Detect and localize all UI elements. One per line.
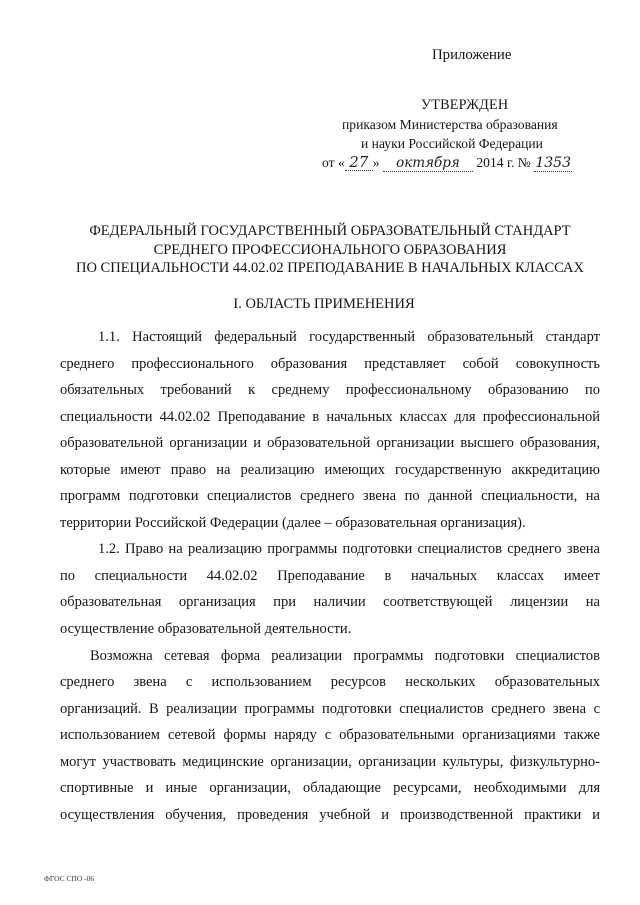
date-quote-close: » — [372, 155, 380, 170]
paragraph-line: программ подготовки специалистов среднего звена по данной специальности, на — [60, 488, 600, 505]
paragraph-line: 1.2. Право на реализацию программы подготовки специалистов среднего звена — [98, 541, 600, 558]
paragraph-1-2 — [60, 536, 600, 642]
title-line: ПО СПЕЦИАЛЬНОСТИ 44.02.02 ПРЕПОДАВАНИЕ В НАЧАЛЬНЫХ КЛАССАХ — [75, 260, 585, 276]
document-title — [60, 222, 600, 278]
paragraph-line: среднего профессионального образования представляет собой совокупность — [60, 355, 600, 372]
handwritten-order-number: 1353 — [535, 155, 571, 171]
approval-date-line — [322, 153, 572, 173]
paragraph-line: осуществления обучения, проведения учебной и производственной практики и — [60, 806, 600, 823]
paragraph-network-form — [60, 643, 600, 829]
handwritten-day: 27 — [345, 154, 373, 171]
paragraph-line: образовательная организация при наличии соответствующей лицензии на — [60, 594, 600, 611]
paragraph-line: осуществление образовательной деятельности. — [60, 621, 352, 638]
approval-heading: УТВЕРЖДЕН — [421, 97, 509, 113]
date-prefix: от « — [322, 155, 345, 170]
paragraph-1-1 — [60, 324, 600, 536]
title-line: ФЕДЕРАЛЬНЫЙ ГОСУДАРСТВЕННЫЙ ОБРАЗОВАТЕЛЬНЫЙ СТАНДАРТ — [89, 223, 571, 239]
paragraph-line: использованием сетевой формы наряду с образовательными организациями также — [60, 727, 600, 744]
appendix-label: Приложение — [432, 47, 512, 63]
paragraph-line: среднего звена с использованием ресурсов нескольких образовательных — [60, 674, 600, 691]
paragraph-line: 1.1. Настоящий федеральный государственный образовательный стандарт — [98, 329, 600, 345]
paragraph-line: Возможна сетевая форма реализации программы подготовки специалистов — [90, 647, 600, 664]
handwritten-month: октября — [383, 155, 473, 172]
date-year-label: 2014 г. № — [476, 155, 531, 170]
footer-code: ФГОС СПО -06 — [44, 874, 95, 883]
approval-ministry-line: и науки Российской Федерации — [361, 136, 543, 151]
paragraph-line: по специальности 44.02.02 Преподавание в начальных классах имеет — [60, 567, 600, 584]
paragraph-line: спортивные и иные организации, обладающие ресурсами, необходимыми для — [60, 780, 600, 797]
approval-order-line: приказом Министерства образования — [342, 117, 558, 132]
paragraph-line: могут участвовать медицинские организации, организации культуры, физкультурно- — [60, 753, 600, 770]
document-body — [60, 324, 600, 828]
paragraph-line: территории Российской Федерации (далее – образовательная организация). — [60, 514, 526, 531]
paragraph-line: образовательной организации и образовательной организации высшего образования, — [60, 435, 600, 452]
paragraph-line: специальности 44.02.02 Преподавание в начальных классах для профессиональной — [60, 408, 600, 425]
paragraph-line: обязательных требований к среднему профессиональному образованию по — [60, 382, 600, 399]
paragraph-line: организаций. В реализации программы подготовки специалистов среднего звена с — [60, 700, 600, 717]
title-line: СРЕДНЕГО ПРОФЕССИОНАЛЬНОГО ОБРАЗОВАНИЯ — [153, 241, 507, 258]
section-heading: I. ОБЛАСТЬ ПРИМЕНЕНИЯ — [233, 296, 415, 312]
paragraph-line: которые имеют право на реализацию имеющих государственную аккредитацию — [60, 461, 600, 478]
